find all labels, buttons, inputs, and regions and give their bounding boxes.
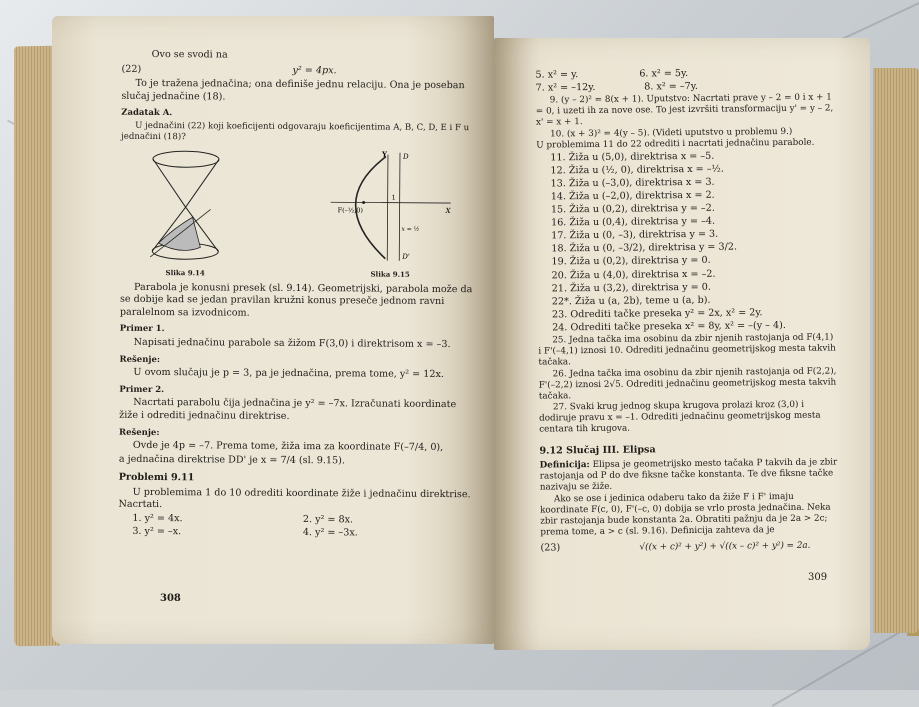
problem-item: 11. Žiža u (5,0), direktrisa x = –5.	[550, 150, 715, 164]
problem-item: 12. Žiža u (½, 0), direktrisa x = –½.	[550, 163, 724, 177]
problem-item: 2. y² = 8x.	[302, 514, 354, 526]
paragraph: To je tražena jednačina; ona definiše jednu relaciju. Ona je poseban slučaj jednačine (18).	[121, 78, 465, 103]
problem-item: 13. Žiža u (–3,0), direktrisa x = 3.	[550, 176, 715, 190]
example-text: Nacrtati parabolu čija jednačina je y² = –7x. Izračunati koordinate žiže i odrediti jednačinu direktrise.	[119, 397, 457, 422]
problem-item: 22*. Žiža u (a, 2b), teme u (a, b).	[551, 294, 711, 308]
problem-item: 21. Žiža u (3,2), direktrisa y = 0.	[551, 281, 711, 295]
paragraph: Ako se ose i jedinica odaberu tako da žiže F i F' imaju koordinate F(c, 0), F'(–c, 0) dobija se vrlo prosta jednačina. Neka zbir rastojanja bude konstanta 2a. Obratiti pažnju da je 2a > 2c; prema tome, a > c (sl. 9.16). Definicija zahteva da je	[540, 491, 831, 538]
figure-9-14	[140, 147, 231, 280]
equation: √((x + c)² + y²) + √((x – c)² + y²) = 2a.	[639, 540, 811, 553]
directrix-label-dprime: D'	[402, 252, 410, 261]
paragraph: Parabola je konusni presek (sl. 9.14). Geometrijski, parabola može da se dobije kad se jedan pravilan kružni konus preseče jednom ravni paralelnom sa izvodnicom.	[119, 281, 473, 319]
problem-item: 1. y² = 4x.	[132, 512, 183, 525]
equation-23	[540, 539, 840, 555]
focus-label: F(–½,0)	[337, 206, 363, 215]
problem-item: 15. Žiža u (0,2), direktrisa y = –2.	[550, 202, 715, 216]
equation: y² = 4px.	[292, 64, 337, 76]
problem-item: 5. x² = y. 6. x² = 5y.	[535, 67, 689, 81]
equation-22	[122, 63, 477, 78]
problem-item: 20. Žiža u (4,0), direktrisa x = –2.	[551, 268, 716, 281]
problem-item: 3. y² = –x.	[132, 525, 182, 537]
double-cone-figure	[140, 147, 231, 266]
definition-label: Definicija:	[539, 459, 590, 471]
problem-item: 25. Jedna tačka ima osobinu da zbir njenih rastojanja od F(4,1) i F'(–4,1) iznosi 10. Odrediti jednačinu geometrijskog mesta takvih tačaka.	[538, 332, 836, 368]
example-text: Napisati jednačinu parabole sa žižom F(3,0) i direktrisom x = –3.	[133, 336, 451, 351]
problem-row	[118, 525, 473, 540]
axis-label-y: Y	[381, 149, 388, 159]
problem-item: 9. (y – 2)² = 8(x + 1). Uputstvo: Nacrtati prave y – 2 = 0 i x + 1 = 0, i uzeti ih za nove ose. To jest izvršiti transformaciju y' = y – 2, x' = x + 1.	[535, 92, 834, 128]
definition-text: Elipsa je geometrijsko mesto tačaka P takvih da je zbir rastojanja od P do dve fiksne tačke konstanta. Te dve fiksne tačke nazivaju se žiže.	[539, 457, 838, 493]
figures-row	[120, 147, 476, 282]
problem-item: 17. Žiža u (0, –3), direktrisa y = 3.	[551, 228, 719, 242]
left-page-text	[118, 49, 476, 541]
definition	[540, 457, 840, 493]
figure-caption: Slika 9.14	[165, 268, 205, 278]
problems-heading: Problemi 9.11	[118, 472, 195, 484]
intro-text: Ovo se svodi na	[151, 48, 228, 61]
solution-text: U ovom slučaju je p = 3, pa je jednačina, prema tome, y² = 12x.	[133, 366, 444, 381]
tick-label-one: 1	[391, 193, 396, 202]
problem-item: 14. Žiža u (–2,0), direktrisa x = 2.	[550, 189, 715, 203]
example-heading: Primer 2.	[119, 384, 165, 395]
problem-item: 4. y² = –3x.	[302, 526, 358, 539]
solution-text: a jednačina direktrise DD' je x = 7/4 (sl. 9.15).	[118, 453, 345, 467]
problem-item: 16. Žiža u (0,4), direktrisa y = –4.	[551, 215, 716, 229]
directrix-equation-label: x = ½	[401, 225, 420, 233]
problem-item: 7. x² = –12y. 8. x² = –7y.	[535, 80, 698, 94]
figure-caption: Slika 9.15	[370, 269, 410, 279]
solution-heading: Rešenje:	[119, 354, 161, 365]
section-heading: 9.12 Slučaj III. Elipsa	[539, 444, 656, 457]
solution-text: Ovde je 4p = –7. Prema tome, žiža ima za koordinate F(–7/4, 0),	[132, 439, 444, 454]
problem-item: 27. Svaki krug jednog skupa krugova prolazi kroz (3,0) i dodiruje pravu x = –1. Odrediti jednačinu geometrijskog mesta centara tih krugova.	[539, 399, 821, 435]
problems-intro: U problemima 1 do 10 odrediti koordinate žiže i jednačinu direktrise. Nacrtati.	[118, 486, 471, 511]
problem-intro: U problemima 11 do 22 odrediti i nacrtati jednačinu parabole.	[536, 137, 815, 151]
right-page-stack	[873, 68, 919, 633]
axis-label-x: X	[445, 207, 451, 216]
problem-item: 18. Žiža u (0, –3/2), direktrisa y = 3/2.	[551, 241, 738, 255]
parabola-figure	[325, 148, 456, 267]
figure-9-15	[325, 148, 456, 281]
equation-number: (23)	[540, 541, 561, 554]
problem-item: 23. Odrediti tačke preseka y² = 2x, x² = 2y.	[551, 307, 763, 321]
task-text: U jednačini (22) koji koeficijenti odgovaraju koeficijentima A, B, C, D, E i F u jednačini (18)?	[121, 120, 470, 143]
problem-item: 19. Žiža u (0,2), direktrisa y = 0.	[551, 255, 711, 268]
directrix-label-d: D	[402, 152, 409, 161]
right-page-text	[535, 66, 840, 556]
solution-heading: Rešenje:	[118, 427, 160, 438]
problem-item: 24. Odrediti tačke preseka x² = 8y, x² = –(y – 4).	[552, 319, 786, 334]
page-number-left: 308	[160, 593, 181, 604]
problem-item: 10. (x + 3)² = 4(y – 5). (Videti uputstvo u problemu 9.)	[550, 126, 793, 140]
page-number-right: 309	[808, 572, 828, 583]
task-heading: Zadatak A.	[121, 108, 173, 119]
example-heading: Primer 1.	[119, 324, 165, 335]
problem-item: 26. Jedna tačka ima osobinu da zbir njenih rastojanja od F(2,2), F'(–2,2) iznosi 2√5. Odrediti jednačinu geometrijskog mesta takvih tačaka.	[538, 365, 837, 402]
equation-number: (22)	[121, 63, 142, 75]
